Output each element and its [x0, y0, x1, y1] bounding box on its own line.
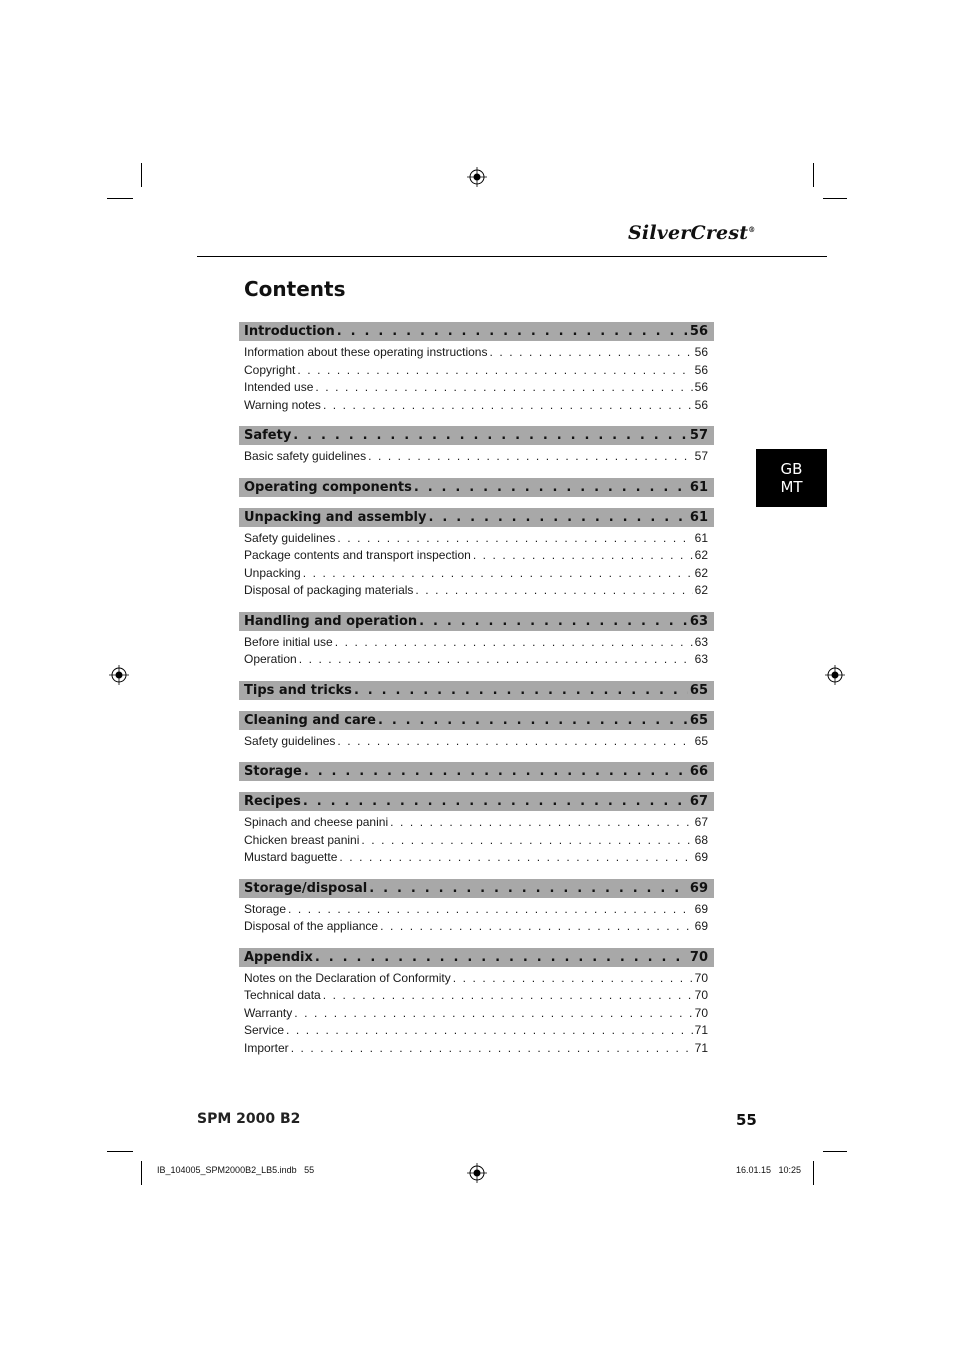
- toc-entry[interactable]: Technical data . . . 70: [244, 988, 708, 1006]
- toc-section-heading[interactable]: Recipes . . . 67: [239, 792, 714, 811]
- language-code: GB: [780, 460, 803, 478]
- table-of-contents: [239, 322, 714, 1069]
- toc-section: [239, 508, 714, 601]
- toc-entry[interactable]: Safety guidelines . . . 61: [244, 531, 708, 549]
- toc-entry[interactable]: Chicken breast panini . . . 68: [244, 833, 708, 851]
- registration-mark-icon: [467, 167, 487, 187]
- language-code: MT: [780, 478, 803, 496]
- toc-entry[interactable]: Notes on the Declaration of Conformity . . . 70: [244, 971, 708, 989]
- toc-entry[interactable]: Spinach and cheese panini . . . 67: [244, 815, 708, 833]
- toc-section: [239, 948, 714, 1059]
- page-title: Contents: [244, 277, 346, 301]
- toc-entry[interactable]: Mustard baguette . . . 69: [244, 850, 708, 868]
- crop-mark: [107, 1151, 133, 1152]
- language-tab: [756, 449, 827, 507]
- toc-entry[interactable]: Importer . . . 71: [244, 1041, 708, 1059]
- toc-section-heading[interactable]: Tips and tricks . . . 65: [239, 681, 714, 700]
- toc-section: [239, 426, 714, 467]
- crop-mark: [823, 1151, 847, 1152]
- toc-entry[interactable]: Before initial use . . . 63: [244, 635, 708, 653]
- crop-mark: [813, 1161, 814, 1185]
- toc-section-heading[interactable]: Appendix . . . 70: [239, 948, 714, 967]
- toc-entry[interactable]: Warning notes . . . 56: [244, 398, 708, 416]
- file-info: IB_104005_SPM2000B2_LB5.indb 55: [157, 1165, 315, 1175]
- crop-mark: [813, 163, 814, 187]
- toc-entry[interactable]: Intended use . . . 56: [244, 380, 708, 398]
- toc-entry[interactable]: Basic safety guidelines . . . 57: [244, 449, 708, 467]
- toc-section-heading[interactable]: Storage/disposal . . . 69: [239, 879, 714, 898]
- crop-mark: [141, 163, 142, 187]
- toc-section: [239, 612, 714, 670]
- toc-entry[interactable]: Copyright . . . 56: [244, 363, 708, 381]
- toc-entry[interactable]: Operation . . . 63: [244, 652, 708, 670]
- model-number: SPM 2000 B2: [197, 1111, 301, 1127]
- toc-entry[interactable]: Disposal of packaging materials . . . 62: [244, 583, 708, 601]
- header-rule: [197, 256, 827, 257]
- toc-entry[interactable]: Service . . . 71: [244, 1023, 708, 1041]
- toc-section-heading[interactable]: Handling and operation . . . 63: [239, 612, 714, 631]
- toc-section-heading[interactable]: Operating components . . . 61: [239, 478, 714, 497]
- page-number: 55: [736, 1111, 757, 1129]
- toc-section: [239, 478, 714, 497]
- crop-mark: [107, 198, 133, 199]
- toc-section: [239, 322, 714, 415]
- crop-mark: [141, 1161, 142, 1185]
- toc-entry[interactable]: Disposal of the appliance . . . 69: [244, 919, 708, 937]
- toc-section: [239, 711, 714, 752]
- toc-section-heading[interactable]: Unpacking and assembly . . . 61: [239, 508, 714, 527]
- date-info: 16.01.15 10:25: [736, 1165, 802, 1175]
- toc-section-heading[interactable]: Safety . . . 57: [239, 426, 714, 445]
- toc-entry[interactable]: Unpacking . . . 62: [244, 566, 708, 584]
- registration-mark-icon: [109, 665, 129, 685]
- toc-section-heading[interactable]: Cleaning and care . . . 65: [239, 711, 714, 730]
- toc-section: [239, 681, 714, 700]
- toc-section-heading[interactable]: Storage . . . 66: [239, 762, 714, 781]
- registration-mark-icon: [467, 1163, 487, 1183]
- crop-mark: [823, 198, 847, 199]
- registration-mark-icon: [825, 665, 845, 685]
- toc-section: [239, 792, 714, 868]
- toc-entry[interactable]: Safety guidelines . . . 65: [244, 734, 708, 752]
- toc-entry[interactable]: Warranty . . . 70: [244, 1006, 708, 1024]
- toc-entry[interactable]: Package contents and transport inspection . . . 62: [244, 548, 708, 566]
- toc-section: [239, 762, 714, 781]
- toc-entry[interactable]: Storage . . . 69: [244, 902, 708, 920]
- toc-section-heading[interactable]: Introduction . . . 56: [239, 322, 714, 341]
- toc-entry[interactable]: Information about these operating instructions . . . 56: [244, 345, 708, 363]
- toc-section: [239, 879, 714, 937]
- brand-logo: SilverCrest®: [628, 222, 756, 244]
